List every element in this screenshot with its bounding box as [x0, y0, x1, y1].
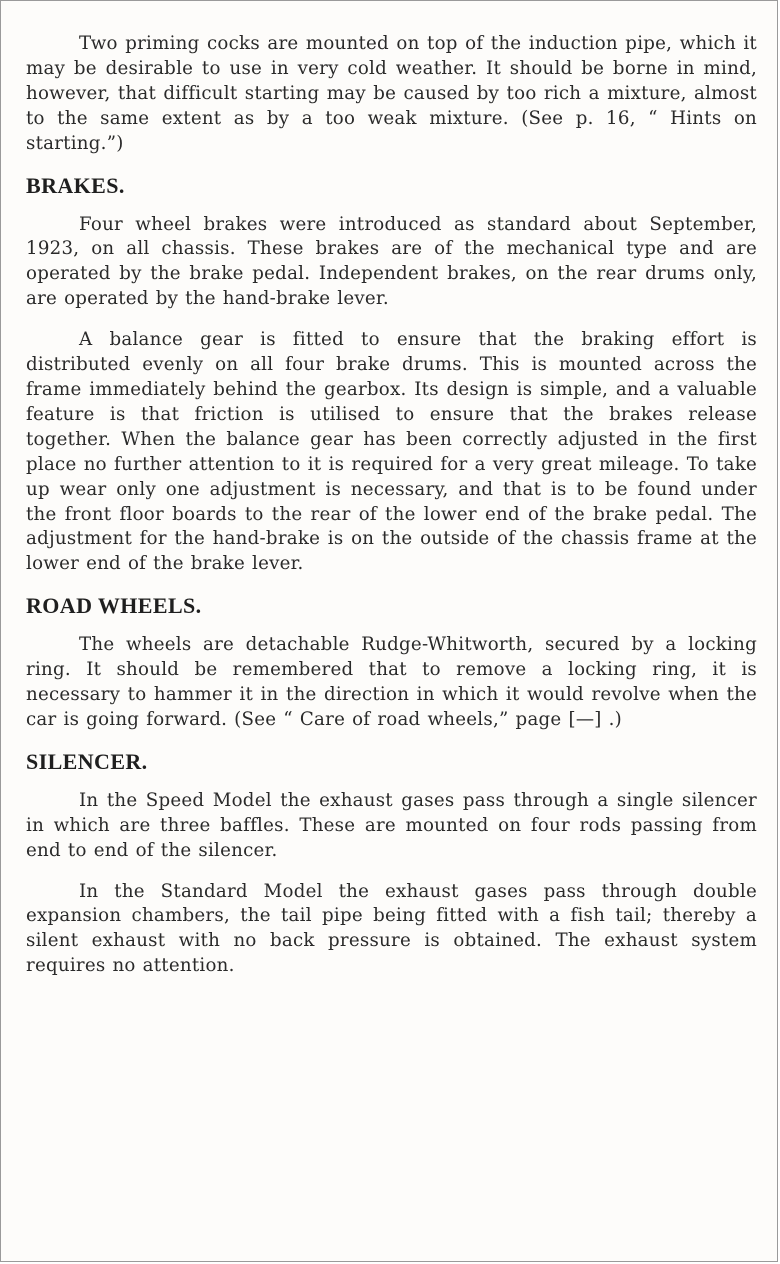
brakes-heading: BRAKES.	[26, 172, 125, 198]
road-wheels-heading: ROAD WHEELS.	[26, 593, 202, 619]
page-content	[26, 32, 757, 979]
brakes-paragraph-2: A balance gear is fitted to ensure that the braking effort is distributed evenly on all four brake drums. This is mounted across the frame immediately behind the gearbox. Its design is simple, and a valuable feature is that friction is utilised to ensure that the brakes release together. When the balance gear has been correctly adjusted in the first place no further attention to it is required for a very great mileage. To take up wear only one adjustment is necessary, and that is to be found under the front floor boards to the rear of the lower end of the brake pedal. The adjustment for the hand-brake is on the outside of the chassis frame at the lower end of the brake lever.	[26, 329, 757, 575]
silencer-heading: SILENCER.	[26, 748, 148, 774]
road-wheels-paragraph: The wheels are detachable Rudge-Whitworth, secured by a locking ring. It should be remembered that to remove a locking ring, it is necessary to hammer it in the direction in which it would revolve when the car is going forward. (See “ Care of road wheels,” page [—] .)	[26, 634, 757, 730]
priming-paragraph: Two priming cocks are mounted on top of the induction pipe, which it may be desirable to use in very cold weather. It should be borne in mind, however, that difficult starting may be caused by too rich a mixture, almost to the same extent as by a too weak mixture. (See p. 16, “ Hints on starting.”)	[26, 33, 757, 154]
silencer-paragraph-2: In the Standard Model the exhaust gases pass through double expansion chambers, the tail pipe being fitted with a fish tail; thereby a silent exhaust with no back pressure is obtained. The exhaust system requires no attention.	[26, 880, 757, 977]
silencer-paragraph-1: In the Speed Model the exhaust gases pass through a single silencer in which are three baffles. These are mounted on four rods passing from end to end of the silencer.	[26, 789, 757, 861]
brakes-paragraph-1: Four wheel brakes were introduced as standard about September, 1923, on all chassis. These brakes are of the mechanical type and are operated by the brake pedal. Independent brakes, on the rear drums only, are operated by the hand-brake lever.	[26, 213, 757, 310]
